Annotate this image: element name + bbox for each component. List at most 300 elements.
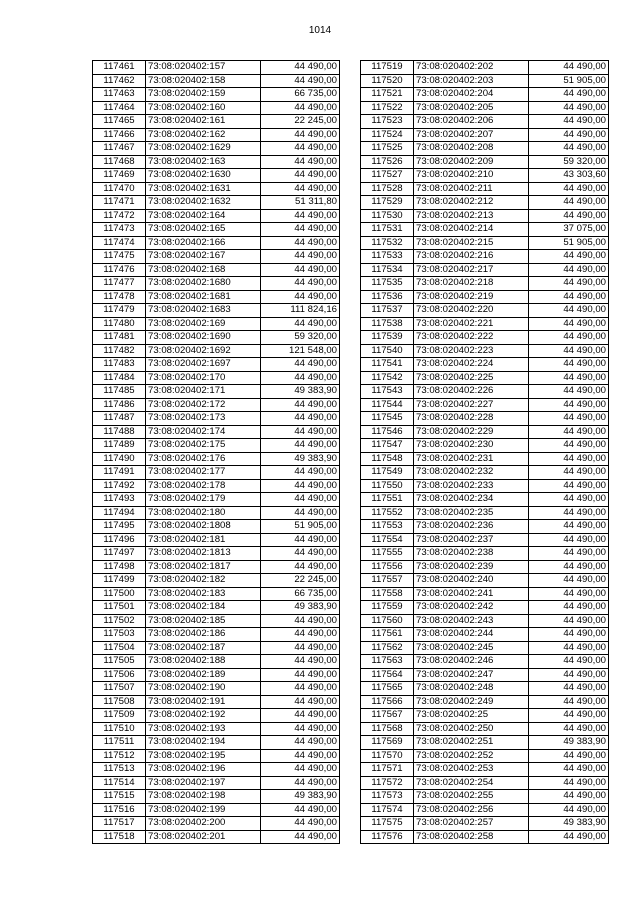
table-row <box>361 344 609 358</box>
cadastral-number-cell: 73:08:020402:183 <box>146 587 261 601</box>
table-row <box>361 155 609 169</box>
row-number-cell: 117501 <box>93 601 146 615</box>
cadastral-number-cell: 73:08:020402:258 <box>414 830 529 844</box>
cadastral-number-cell: 73:08:020402:257 <box>414 817 529 831</box>
cadastral-number-cell: 73:08:020402:214 <box>414 223 529 237</box>
row-number-cell: 117563 <box>361 655 414 669</box>
table-row <box>93 560 340 574</box>
cadastral-number-cell: 73:08:020402:207 <box>414 128 529 142</box>
cadastral-number-cell: 73:08:020402:158 <box>146 74 261 88</box>
table-row <box>93 601 340 615</box>
value-cell: 44 490,00 <box>529 277 609 291</box>
table-row <box>361 641 609 655</box>
value-cell: 44 490,00 <box>261 776 340 790</box>
row-number-cell: 117505 <box>93 655 146 669</box>
value-cell: 44 490,00 <box>261 155 340 169</box>
table-row <box>93 304 340 318</box>
cadastral-number-cell: 73:08:020402:228 <box>414 412 529 426</box>
row-number-cell: 117468 <box>93 155 146 169</box>
cadastral-number-cell: 73:08:020402:210 <box>414 169 529 183</box>
row-number-cell: 117472 <box>93 209 146 223</box>
cadastral-number-cell: 73:08:020402:235 <box>414 506 529 520</box>
value-cell: 44 490,00 <box>529 790 609 804</box>
cadastral-number-cell: 73:08:020402:256 <box>414 803 529 817</box>
value-cell: 44 490,00 <box>261 479 340 493</box>
row-number-cell: 117490 <box>93 452 146 466</box>
row-number-cell: 117525 <box>361 142 414 156</box>
value-cell: 37 075,00 <box>529 223 609 237</box>
value-cell: 44 490,00 <box>529 547 609 561</box>
row-number-cell: 117524 <box>361 128 414 142</box>
cadastral-number-cell: 73:08:020402:229 <box>414 425 529 439</box>
row-number-cell: 117562 <box>361 641 414 655</box>
value-cell: 44 490,00 <box>261 61 340 75</box>
value-cell: 44 490,00 <box>261 209 340 223</box>
value-cell: 44 490,00 <box>529 88 609 102</box>
value-cell: 44 490,00 <box>261 695 340 709</box>
cadastral-number-cell: 73:08:020402:246 <box>414 655 529 669</box>
row-number-cell: 117465 <box>93 115 146 129</box>
value-cell: 51 311,80 <box>261 196 340 210</box>
cadastral-number-cell: 73:08:020402:174 <box>146 425 261 439</box>
value-cell: 49 383,90 <box>261 385 340 399</box>
cadastre-table-right <box>360 60 609 844</box>
cadastral-number-cell: 73:08:020402:190 <box>146 682 261 696</box>
row-number-cell: 117497 <box>93 547 146 561</box>
table-row <box>361 628 609 642</box>
value-cell: 44 490,00 <box>529 628 609 642</box>
table-row <box>361 169 609 183</box>
value-cell: 44 490,00 <box>529 668 609 682</box>
value-cell: 44 490,00 <box>529 763 609 777</box>
table-row <box>93 709 340 723</box>
value-cell: 44 490,00 <box>261 169 340 183</box>
table-row <box>361 182 609 196</box>
value-cell: 44 490,00 <box>529 250 609 264</box>
table-row <box>93 628 340 642</box>
value-cell: 22 245,00 <box>261 574 340 588</box>
cadastral-number-cell: 73:08:020402:240 <box>414 574 529 588</box>
table-row <box>361 790 609 804</box>
value-cell: 44 490,00 <box>529 182 609 196</box>
value-cell: 44 490,00 <box>529 466 609 480</box>
row-number-cell: 117533 <box>361 250 414 264</box>
value-cell: 44 490,00 <box>529 520 609 534</box>
table-row <box>361 88 609 102</box>
cadastral-number-cell: 73:08:020402:185 <box>146 614 261 628</box>
row-number-cell: 117464 <box>93 101 146 115</box>
table-row <box>361 223 609 237</box>
value-cell: 44 490,00 <box>529 722 609 736</box>
table-row <box>361 830 609 844</box>
row-number-cell: 117467 <box>93 142 146 156</box>
value-cell: 44 490,00 <box>529 560 609 574</box>
table-row <box>93 547 340 561</box>
row-number-cell: 117495 <box>93 520 146 534</box>
table-row <box>361 142 609 156</box>
row-number-cell: 117549 <box>361 466 414 480</box>
cadastral-number-cell: 73:08:020402:252 <box>414 749 529 763</box>
cadastral-number-cell: 73:08:020402:1681 <box>146 290 261 304</box>
value-cell: 111 824,16 <box>261 304 340 318</box>
row-number-cell: 117527 <box>361 169 414 183</box>
table-row <box>93 142 340 156</box>
value-cell: 44 490,00 <box>261 763 340 777</box>
cadastral-number-cell: 73:08:020402:177 <box>146 466 261 480</box>
cadastral-number-cell: 73:08:020402:1629 <box>146 142 261 156</box>
table-row <box>93 736 340 750</box>
table-row <box>93 155 340 169</box>
value-cell: 44 490,00 <box>261 236 340 250</box>
row-number-cell: 117503 <box>93 628 146 642</box>
table-row <box>361 398 609 412</box>
cadastral-number-cell: 73:08:020402:181 <box>146 533 261 547</box>
value-cell: 44 490,00 <box>529 358 609 372</box>
row-number-cell: 117493 <box>93 493 146 507</box>
row-number-cell: 117515 <box>93 790 146 804</box>
cadastral-number-cell: 73:08:020402:219 <box>414 290 529 304</box>
table-row <box>93 385 340 399</box>
cadastral-number-cell: 73:08:020402:234 <box>414 493 529 507</box>
table-row <box>361 749 609 763</box>
row-number-cell: 117565 <box>361 682 414 696</box>
row-number-cell: 117466 <box>93 128 146 142</box>
cadastral-number-cell: 73:08:020402:243 <box>414 614 529 628</box>
row-number-cell: 117545 <box>361 412 414 426</box>
cadastral-number-cell: 73:08:020402:1690 <box>146 331 261 345</box>
row-number-cell: 117567 <box>361 709 414 723</box>
table-row <box>361 803 609 817</box>
row-number-cell: 117471 <box>93 196 146 210</box>
row-number-cell: 117476 <box>93 263 146 277</box>
table-row <box>361 506 609 520</box>
value-cell: 44 490,00 <box>529 587 609 601</box>
row-number-cell: 117494 <box>93 506 146 520</box>
value-cell: 66 735,00 <box>261 88 340 102</box>
table-row <box>361 493 609 507</box>
table-row <box>93 250 340 264</box>
cadastral-number-cell: 73:08:020402:1808 <box>146 520 261 534</box>
value-cell: 49 383,90 <box>261 601 340 615</box>
table-row <box>361 695 609 709</box>
value-cell: 44 490,00 <box>261 371 340 385</box>
row-number-cell: 117481 <box>93 331 146 345</box>
row-number-cell: 117540 <box>361 344 414 358</box>
table-row <box>361 317 609 331</box>
cadastral-number-cell: 73:08:020402:201 <box>146 830 261 844</box>
value-cell: 44 490,00 <box>261 412 340 426</box>
row-number-cell: 117519 <box>361 61 414 75</box>
cadastral-number-cell: 73:08:020402:168 <box>146 263 261 277</box>
row-number-cell: 117500 <box>93 587 146 601</box>
cadastral-number-cell: 73:08:020402:238 <box>414 547 529 561</box>
table-row <box>361 479 609 493</box>
row-number-cell: 117532 <box>361 236 414 250</box>
row-number-cell: 117508 <box>93 695 146 709</box>
value-cell: 44 490,00 <box>529 304 609 318</box>
table-row <box>93 182 340 196</box>
cadastral-number-cell: 73:08:020402:226 <box>414 385 529 399</box>
cadastral-number-cell: 73:08:020402:205 <box>414 101 529 115</box>
value-cell: 49 383,90 <box>261 452 340 466</box>
row-number-cell: 117491 <box>93 466 146 480</box>
table-row <box>93 209 340 223</box>
row-number-cell: 117548 <box>361 452 414 466</box>
table-row <box>93 479 340 493</box>
row-number-cell: 117550 <box>361 479 414 493</box>
value-cell: 44 490,00 <box>261 74 340 88</box>
row-number-cell: 117461 <box>93 61 146 75</box>
value-cell: 44 490,00 <box>261 668 340 682</box>
row-number-cell: 117546 <box>361 425 414 439</box>
cadastral-number-cell: 73:08:020402:237 <box>414 533 529 547</box>
cadastral-number-cell: 73:08:020402:248 <box>414 682 529 696</box>
table-row <box>93 358 340 372</box>
row-number-cell: 117517 <box>93 817 146 831</box>
cadastral-number-cell: 73:08:020402:1692 <box>146 344 261 358</box>
row-number-cell: 117496 <box>93 533 146 547</box>
value-cell: 44 490,00 <box>261 614 340 628</box>
cadastral-number-cell: 73:08:020402:1630 <box>146 169 261 183</box>
cadastral-number-cell: 73:08:020402:244 <box>414 628 529 642</box>
cadastral-number-cell: 73:08:020402:194 <box>146 736 261 750</box>
table-row <box>93 263 340 277</box>
value-cell: 121 548,00 <box>261 344 340 358</box>
value-cell: 44 490,00 <box>261 128 340 142</box>
row-number-cell: 117535 <box>361 277 414 291</box>
value-cell: 44 490,00 <box>261 803 340 817</box>
table-row <box>361 331 609 345</box>
value-cell: 44 490,00 <box>529 695 609 709</box>
table-row <box>93 533 340 547</box>
cadastral-number-cell: 73:08:020402:225 <box>414 371 529 385</box>
row-number-cell: 117470 <box>93 182 146 196</box>
cadastral-number-cell: 73:08:020402:220 <box>414 304 529 318</box>
value-cell: 44 490,00 <box>529 209 609 223</box>
row-number-cell: 117483 <box>93 358 146 372</box>
value-cell: 44 490,00 <box>529 439 609 453</box>
table-row <box>361 439 609 453</box>
table-row <box>361 236 609 250</box>
row-number-cell: 117477 <box>93 277 146 291</box>
row-number-cell: 117480 <box>93 317 146 331</box>
table-row <box>361 74 609 88</box>
table-row <box>93 803 340 817</box>
value-cell: 44 490,00 <box>261 641 340 655</box>
row-number-cell: 117542 <box>361 371 414 385</box>
row-number-cell: 117536 <box>361 290 414 304</box>
row-number-cell: 117479 <box>93 304 146 318</box>
table-row <box>361 209 609 223</box>
cadastral-number-cell: 73:08:020402:1632 <box>146 196 261 210</box>
cadastral-number-cell: 73:08:020402:161 <box>146 115 261 129</box>
cadastral-number-cell: 73:08:020402:159 <box>146 88 261 102</box>
cadastral-number-cell: 73:08:020402:189 <box>146 668 261 682</box>
value-cell: 44 490,00 <box>261 182 340 196</box>
value-cell: 44 490,00 <box>529 776 609 790</box>
table-row <box>93 655 340 669</box>
row-number-cell: 117506 <box>93 668 146 682</box>
row-number-cell: 117526 <box>361 155 414 169</box>
cadastral-number-cell: 73:08:020402:222 <box>414 331 529 345</box>
value-cell: 49 383,90 <box>529 817 609 831</box>
value-cell: 44 490,00 <box>529 479 609 493</box>
table-row <box>93 425 340 439</box>
row-number-cell: 117552 <box>361 506 414 520</box>
value-cell: 51 905,00 <box>529 236 609 250</box>
cadastral-number-cell: 73:08:020402:175 <box>146 439 261 453</box>
table-row <box>361 709 609 723</box>
cadastral-number-cell: 73:08:020402:217 <box>414 263 529 277</box>
row-number-cell: 117561 <box>361 628 414 642</box>
cadastre-table-left <box>92 60 340 844</box>
cadastral-number-cell: 73:08:020402:199 <box>146 803 261 817</box>
cadastral-number-cell: 73:08:020402:211 <box>414 182 529 196</box>
row-number-cell: 117568 <box>361 722 414 736</box>
value-cell: 44 490,00 <box>529 830 609 844</box>
cadastral-number-cell: 73:08:020402:1683 <box>146 304 261 318</box>
value-cell: 44 490,00 <box>261 466 340 480</box>
table-row <box>93 466 340 480</box>
value-cell: 44 490,00 <box>529 533 609 547</box>
cadastral-number-cell: 73:08:020402:233 <box>414 479 529 493</box>
value-cell: 44 490,00 <box>261 263 340 277</box>
row-number-cell: 117509 <box>93 709 146 723</box>
value-cell: 44 490,00 <box>261 655 340 669</box>
table-row <box>361 763 609 777</box>
cadastral-number-cell: 73:08:020402:216 <box>414 250 529 264</box>
value-cell: 44 490,00 <box>261 223 340 237</box>
table-row <box>93 614 340 628</box>
cadastral-number-cell: 73:08:020402:224 <box>414 358 529 372</box>
row-number-cell: 117514 <box>93 776 146 790</box>
table-row <box>361 412 609 426</box>
table-row <box>361 574 609 588</box>
table-row <box>93 398 340 412</box>
row-number-cell: 117473 <box>93 223 146 237</box>
cadastral-number-cell: 73:08:020402:239 <box>414 560 529 574</box>
table-row <box>361 547 609 561</box>
cadastral-number-cell: 73:08:020402:163 <box>146 155 261 169</box>
row-number-cell: 117492 <box>93 479 146 493</box>
value-cell: 51 905,00 <box>261 520 340 534</box>
row-number-cell: 117510 <box>93 722 146 736</box>
cadastral-number-cell: 73:08:020402:247 <box>414 668 529 682</box>
table-row <box>361 736 609 750</box>
cadastral-number-cell: 73:08:020402:204 <box>414 88 529 102</box>
value-cell: 44 490,00 <box>261 425 340 439</box>
row-number-cell: 117513 <box>93 763 146 777</box>
value-cell: 44 490,00 <box>529 331 609 345</box>
table-row <box>361 290 609 304</box>
table-row <box>93 830 340 844</box>
cadastral-number-cell: 73:08:020402:213 <box>414 209 529 223</box>
value-cell: 44 490,00 <box>261 736 340 750</box>
table-row <box>93 290 340 304</box>
cadastral-number-cell: 73:08:020402:171 <box>146 385 261 399</box>
value-cell: 44 490,00 <box>529 61 609 75</box>
value-cell: 44 490,00 <box>529 371 609 385</box>
cadastral-number-cell: 73:08:020402:218 <box>414 277 529 291</box>
cadastral-number-cell: 73:08:020402:236 <box>414 520 529 534</box>
table-row <box>361 128 609 142</box>
table-row <box>361 277 609 291</box>
cadastral-number-cell: 73:08:020402:169 <box>146 317 261 331</box>
row-number-cell: 117551 <box>361 493 414 507</box>
cadastral-number-cell: 73:08:020402:245 <box>414 641 529 655</box>
row-number-cell: 117572 <box>361 776 414 790</box>
value-cell: 51 905,00 <box>529 74 609 88</box>
row-number-cell: 117573 <box>361 790 414 804</box>
cadastral-number-cell: 73:08:020402:1631 <box>146 182 261 196</box>
row-number-cell: 117574 <box>361 803 414 817</box>
value-cell: 44 490,00 <box>529 344 609 358</box>
cadastral-number-cell: 73:08:020402:208 <box>414 142 529 156</box>
cadastral-number-cell: 73:08:020402:1817 <box>146 560 261 574</box>
value-cell: 22 245,00 <box>261 115 340 129</box>
cadastral-number-cell: 73:08:020402:180 <box>146 506 261 520</box>
table-row <box>361 614 609 628</box>
value-cell: 44 490,00 <box>529 574 609 588</box>
table-row <box>361 196 609 210</box>
value-cell: 44 490,00 <box>261 142 340 156</box>
table-body-right <box>361 61 609 844</box>
table-row <box>361 115 609 129</box>
cadastral-number-cell: 73:08:020402:25 <box>414 709 529 723</box>
value-cell: 44 490,00 <box>529 115 609 129</box>
page-number: 1014 <box>308 25 332 36</box>
table-row <box>93 452 340 466</box>
row-number-cell: 117543 <box>361 385 414 399</box>
cadastral-number-cell: 73:08:020402:178 <box>146 479 261 493</box>
row-number-cell: 117462 <box>93 74 146 88</box>
value-cell: 44 490,00 <box>261 682 340 696</box>
value-cell: 44 490,00 <box>529 601 609 615</box>
value-cell: 44 490,00 <box>529 641 609 655</box>
value-cell: 44 490,00 <box>529 385 609 399</box>
value-cell: 44 490,00 <box>261 290 340 304</box>
value-cell: 49 383,90 <box>261 790 340 804</box>
value-cell: 43 303,60 <box>529 169 609 183</box>
table-row <box>93 101 340 115</box>
cadastral-number-cell: 73:08:020402:1813 <box>146 547 261 561</box>
value-cell: 44 490,00 <box>529 101 609 115</box>
value-cell: 44 490,00 <box>261 506 340 520</box>
row-number-cell: 117523 <box>361 115 414 129</box>
row-number-cell: 117547 <box>361 439 414 453</box>
row-number-cell: 117557 <box>361 574 414 588</box>
value-cell: 44 490,00 <box>529 749 609 763</box>
row-number-cell: 117522 <box>361 101 414 115</box>
row-number-cell: 117516 <box>93 803 146 817</box>
table-row <box>93 668 340 682</box>
row-number-cell: 117499 <box>93 574 146 588</box>
value-cell: 44 490,00 <box>261 101 340 115</box>
row-number-cell: 117564 <box>361 668 414 682</box>
row-number-cell: 117555 <box>361 547 414 561</box>
cadastral-number-cell: 73:08:020402:184 <box>146 601 261 615</box>
cadastral-number-cell: 73:08:020402:215 <box>414 236 529 250</box>
table-row <box>93 574 340 588</box>
cadastral-number-cell: 73:08:020402:166 <box>146 236 261 250</box>
row-number-cell: 117482 <box>93 344 146 358</box>
row-number-cell: 117475 <box>93 250 146 264</box>
row-number-cell: 117504 <box>93 641 146 655</box>
row-number-cell: 117512 <box>93 749 146 763</box>
value-cell: 44 490,00 <box>261 277 340 291</box>
cadastral-number-cell: 73:08:020402:231 <box>414 452 529 466</box>
table-row <box>93 682 340 696</box>
